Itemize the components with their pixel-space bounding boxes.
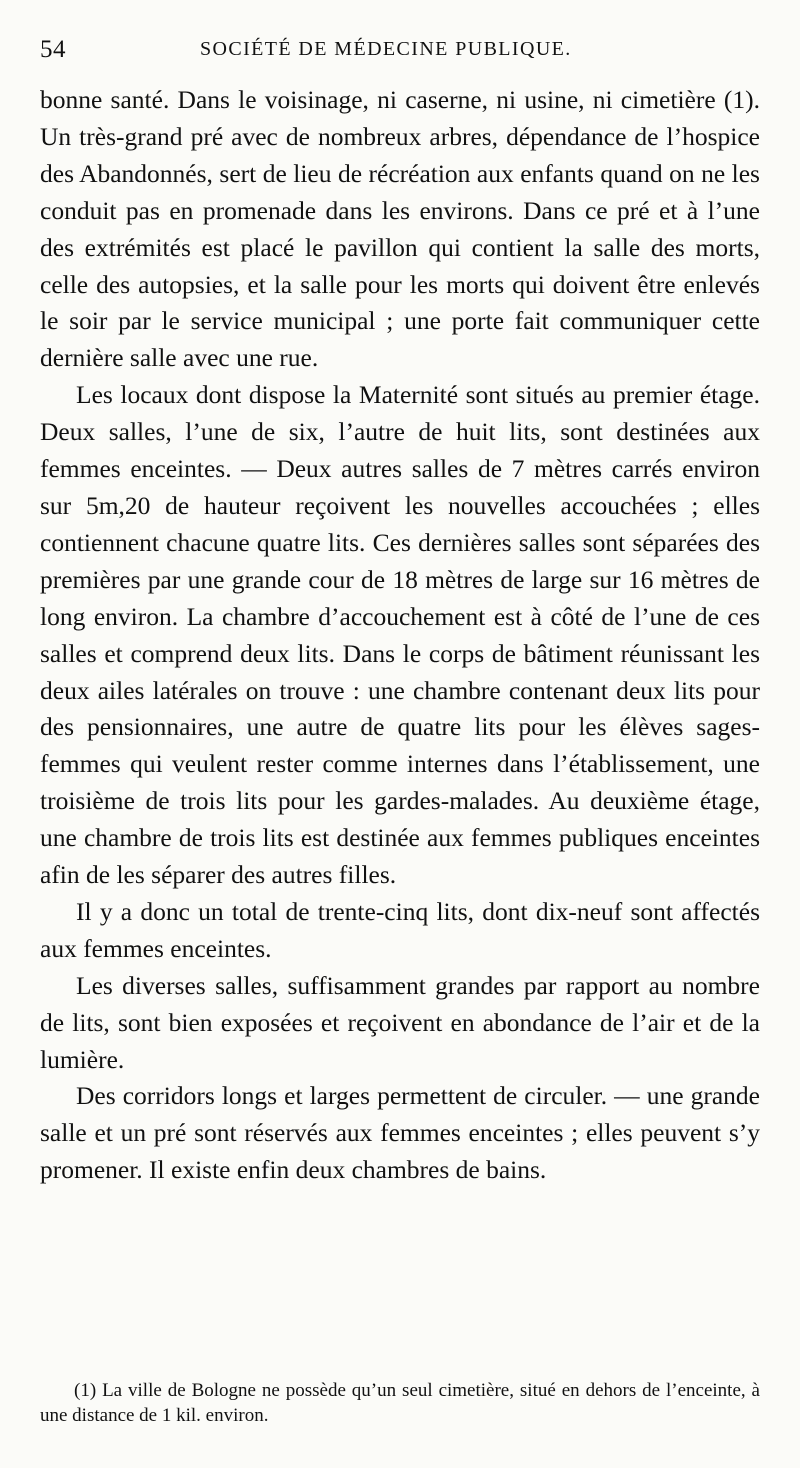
body-text bbox=[40, 82, 760, 1189]
paragraph-rooms-exposure: Les diverses salles, suffisamment grandes par rapport au nombre de lits, sont bien exposées et reçoivent en abondance de l’air et de la lumière. bbox=[40, 970, 760, 1074]
paragraph-bed-total: Il y a donc un total de trente-cinq lits, dont dix-neuf sont affectés aux femmes enceintes. bbox=[40, 896, 760, 963]
page-number: 54 bbox=[40, 36, 66, 63]
paragraph-corridors: Des corridors longs et larges permettent de circuler. — une grande salle et un pré sont réservés aux femmes enceintes ; elles peuvent s’y promener. Il existe enfin deux chambres de bains. bbox=[40, 1081, 760, 1185]
footnote: (1) La ville de Bologne ne possède qu’un seul cimetière, situé en dehors de l’enceinte, à une distance de 1 kil. environ. bbox=[40, 1380, 760, 1426]
running-head: SOCIÉTÉ DE MÉDECINE PUBLIQUE. bbox=[200, 38, 572, 60]
paragraph-maternity-rooms: Les locaux dont dispose la Maternité sont situés au premier étage. Deux salles, l’une de six, l’autre de huit lits, sont destinées aux femmes enceintes. — Deux autres salles de 7 mètres carrés environ sur 5m,20 de hauteur reçoivent les nouvelles accouchées ; elles contiennent chacune quatre lits. Ces dernières salles sont séparées des premières par une grande cour de 18 mètres de large sur 16 mètres de long environ. La chambre d’accouchement est à côté de l’une de ces salles et comprend deux lits. Dans le corps de bâtiment réunissant les deux ailes latérales on trouve : une chambre contenant deux lits pour des pensionnaires, une autre de quatre lits pour les élèves sages-femmes qui veulent rester comme internes dans l’établissement, une troisième de trois lits pour les gardes-malades. Au deuxième étage, une chambre de trois lits est destinée aux femmes publiques enceintes afin de les séparer des autres filles. bbox=[40, 380, 760, 890]
page-header bbox=[40, 36, 760, 68]
paragraph-continued: bonne santé. Dans le voisinage, ni caserne, ni usine, ni cimetière (1). Un très-grand pré avec de nombreux arbres, dépendance de l’hospice des Abandonnés, sert de lieu de récréation aux enfants quand on ne les conduit pas en promenade dans les environs. Dans ce pré et à l’une des extrémités est placé le pavillon qui contient la salle des morts, celle des autopsies, et la salle pour les morts qui doivent être enlevés le soir par le service municipal ; une porte fait communiquer cette dernière salle avec une rue. bbox=[40, 85, 760, 373]
